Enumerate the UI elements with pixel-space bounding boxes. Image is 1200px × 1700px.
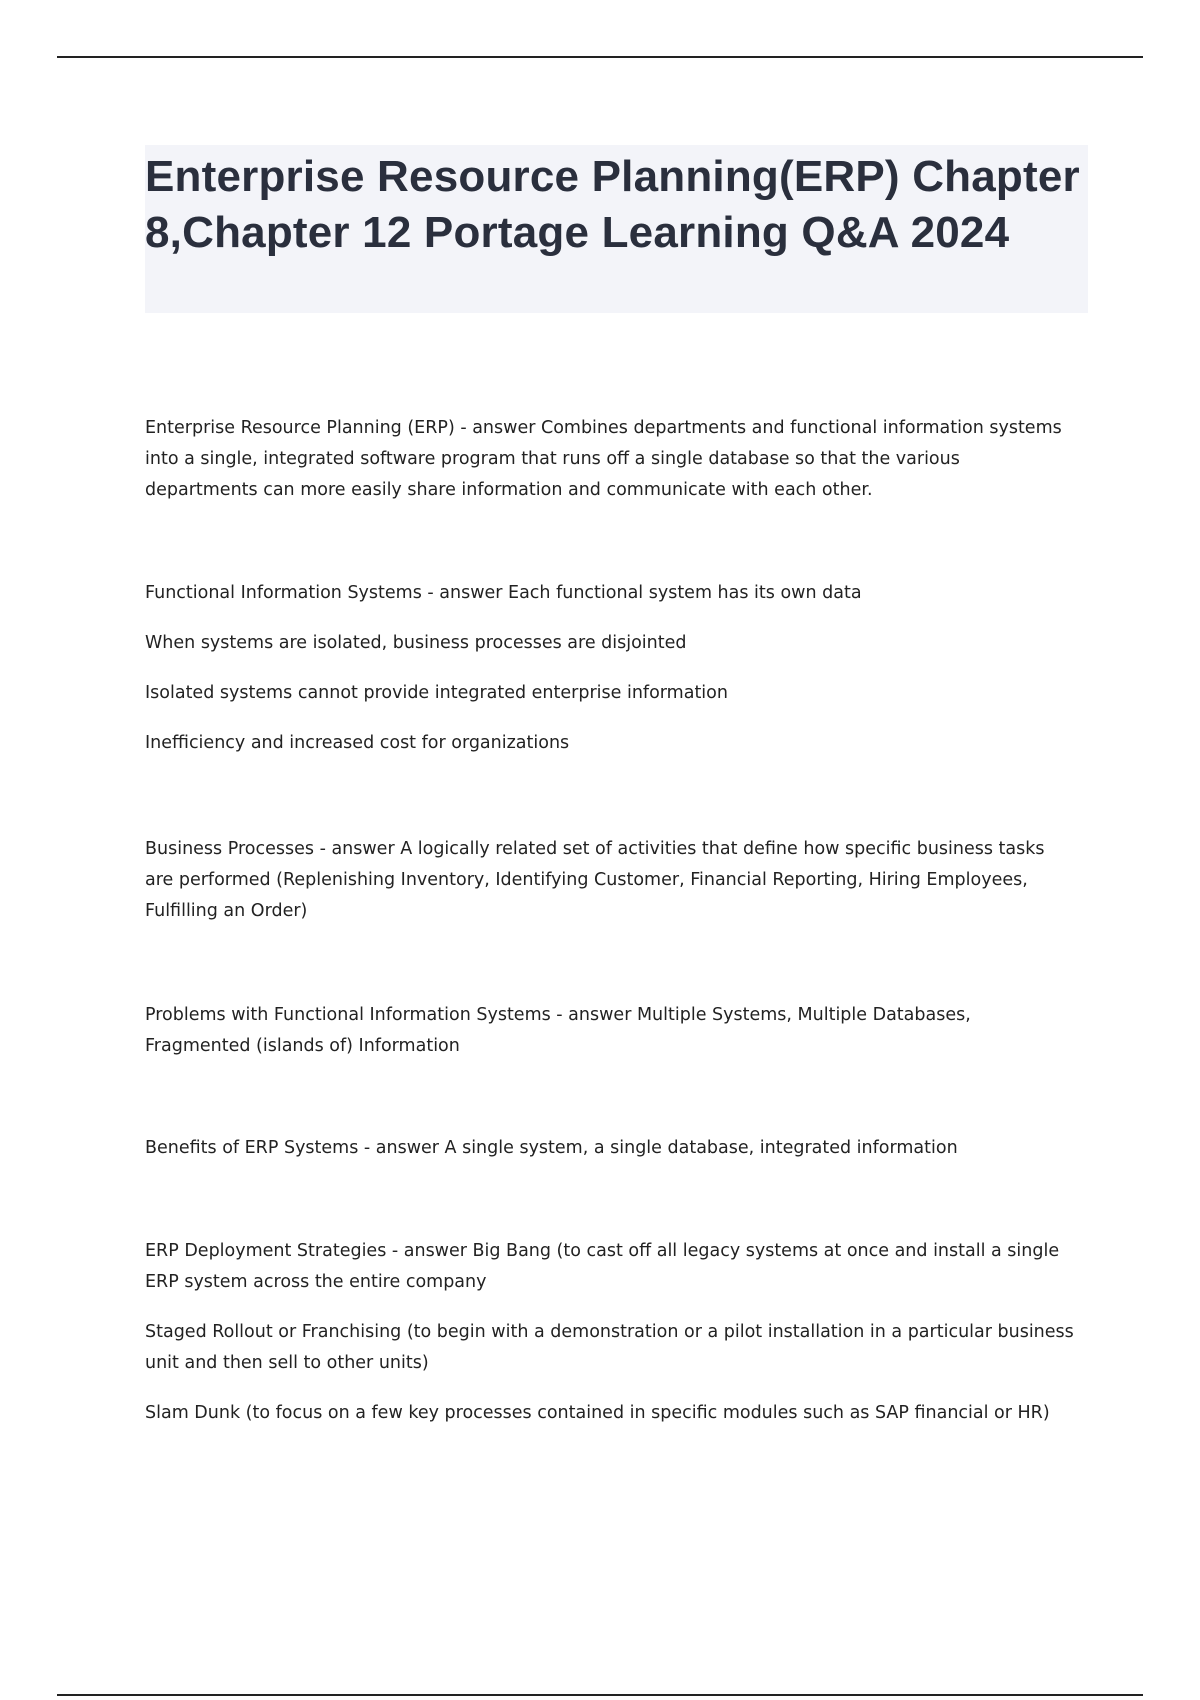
qa-entry-erp-definition (145, 413, 1075, 506)
bottom-rule (57, 1694, 1143, 1696)
qa-paragraph: ERP Deployment Strategies - answer Big Bang (to cast off all legacy systems at once and install a single ERP system across the entire company (145, 1241, 1060, 1292)
qa-paragraph: Slam Dunk (to focus on a few key processes contained in specific modules such as SAP financial or HR) (145, 1403, 1050, 1423)
qa-paragraph: Inefficiency and increased cost for organizations (145, 733, 570, 753)
qa-paragraph: Staged Rollout or Franchising (to begin with a demonstration or a pilot installation in a particular business unit and then sell to other units) (145, 1322, 1074, 1373)
title-banner (145, 145, 1088, 313)
qa-paragraph: When systems are isolated, business processes are disjointed (145, 633, 687, 653)
qa-paragraph: Benefits of ERP Systems - answer A single system, a single database, integrated information (145, 1138, 958, 1158)
qa-paragraph: Problems with Functional Information Systems - answer Multiple Systems, Multiple Databases, Fragmented (islands of) Information (145, 1005, 971, 1056)
document-title: Enterprise Resource Planning(ERP) Chapter 8,Chapter 12 Portage Learning Q&A 2024 (145, 152, 1080, 257)
qa-paragraph: Isolated systems cannot provide integrated enterprise information (145, 683, 728, 703)
qa-paragraph: Enterprise Resource Planning (ERP) - answer Combines departments and functional information systems into a single, integrated software program that runs off a single database so that the various departments can more easily share information and communicate with each other. (145, 418, 1062, 500)
top-rule (57, 56, 1143, 58)
qa-entry-benefits-erp (145, 1133, 1075, 1164)
qa-paragraph: Business Processes - answer A logically related set of activities that define how specific business tasks are performed (Replenishing Inventory, Identifying Customer, Financial Reporting, Hiring Employees, Fulfilling an Order) (145, 839, 1045, 921)
qa-paragraph: Functional Information Systems - answer Each functional system has its own data (145, 583, 862, 603)
qa-entry-functional-information-systems (145, 578, 1075, 759)
qa-entry-business-processes (145, 834, 1075, 927)
qa-entry-problems-functional-systems (145, 1000, 1075, 1062)
qa-entry-erp-deployment-strategies (145, 1236, 1075, 1429)
